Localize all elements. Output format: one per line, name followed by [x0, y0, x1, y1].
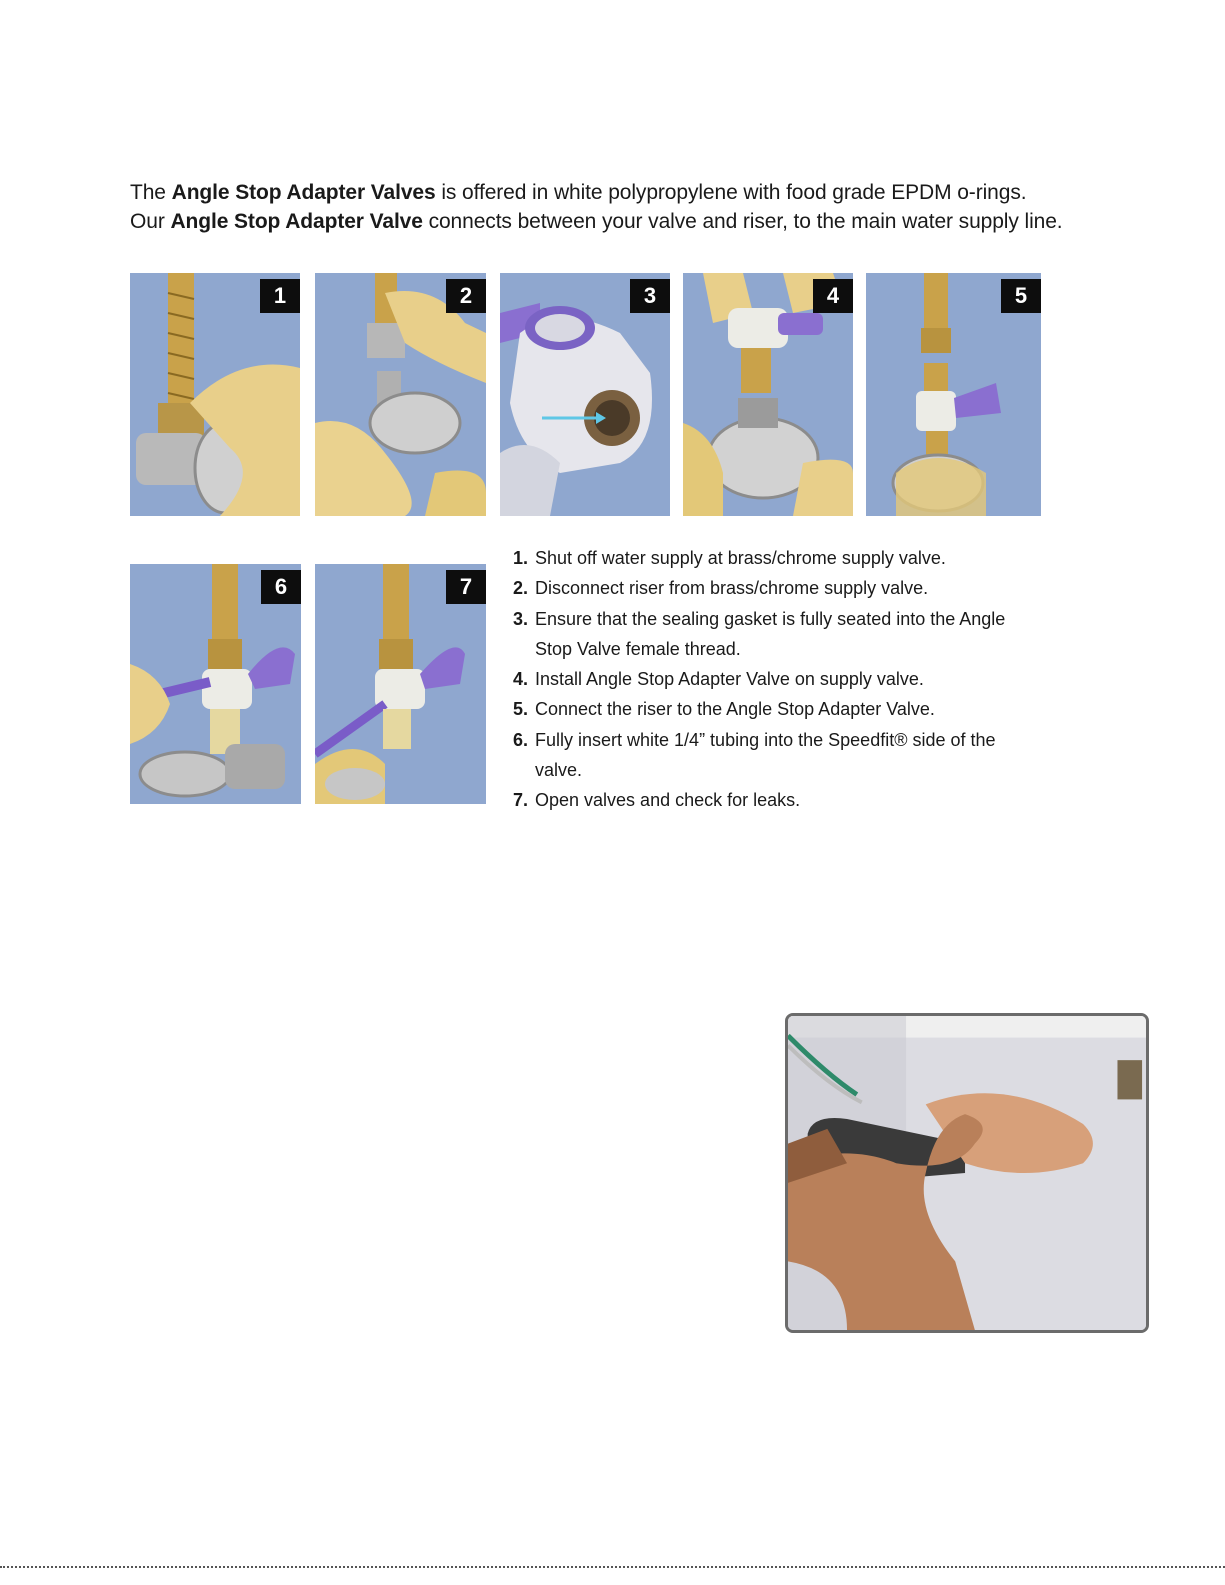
step-photo-6 [130, 564, 301, 804]
step-text: Fully insert white 1/4” tubing into the Speedfit® side of the valve. [535, 729, 996, 781]
step-text: Disconnect riser from brass/chrome supply valve. [535, 578, 929, 599]
step-item [513, 604, 1015, 665]
step-number-badge: 1 [260, 279, 300, 313]
step-number: 2. [513, 578, 529, 599]
intro-paragraph [130, 178, 1120, 236]
step-text: Ensure that the sealing gasket is fully seated into the Angle Stop Valve female thread. [535, 608, 1006, 659]
step-photo-2 [315, 273, 486, 516]
step-number-badge: 6 [261, 570, 301, 604]
intro-line2-bold: Angle Stop Adapter Valve [170, 210, 423, 233]
step-photo-3 [500, 273, 670, 516]
step-number-badge: 7 [446, 570, 486, 604]
step-item [513, 694, 1033, 724]
step-photo-1 [130, 273, 300, 516]
mounting-photo [785, 1013, 1149, 1333]
step-number-badge: 2 [446, 279, 486, 313]
step-text: Connect the riser to the Angle Stop Adapter Valve. [535, 699, 935, 720]
step-number-badge: 4 [813, 279, 853, 313]
step-number: 7. [513, 790, 529, 811]
step-number: 5. [513, 699, 529, 720]
step-number-badge: 3 [630, 279, 670, 313]
step-item [513, 573, 1033, 603]
step-item [513, 664, 1033, 694]
step-photo-7 [315, 564, 486, 804]
footer-divider [0, 1566, 1225, 1568]
step-text: Shut off water supply at brass/chrome supply valve. [535, 548, 946, 568]
step-number: 1. [513, 548, 529, 568]
intro-line2-post: connects between your valve and riser, to the main water supply line. [422, 210, 1063, 233]
intro-line1-bold: Angle Stop Adapter Valves [171, 181, 436, 204]
step-item [513, 785, 1033, 815]
step-photo-4 [683, 273, 853, 516]
instruction-steps [513, 543, 1033, 816]
intro-line1-pre: The [130, 181, 172, 204]
step-item [513, 543, 1033, 573]
step-text: Install Angle Stop Adapter Valve on supply valve. [535, 669, 924, 690]
step-photo-5 [866, 273, 1041, 516]
step-item [513, 725, 1030, 786]
step-number: 6. [513, 729, 529, 750]
screwdriver-mounting-illustration [788, 1016, 1146, 1330]
step-text: Open valves and check for leaks. [535, 790, 801, 811]
intro-line2-pre: Our [130, 210, 171, 233]
step-number: 3. [513, 608, 529, 629]
intro-line1-post: is offered in white polypropylene with food grade EPDM o-rings. [435, 181, 1027, 204]
step-number-badge: 5 [1001, 279, 1041, 313]
step-number: 4. [513, 669, 529, 690]
